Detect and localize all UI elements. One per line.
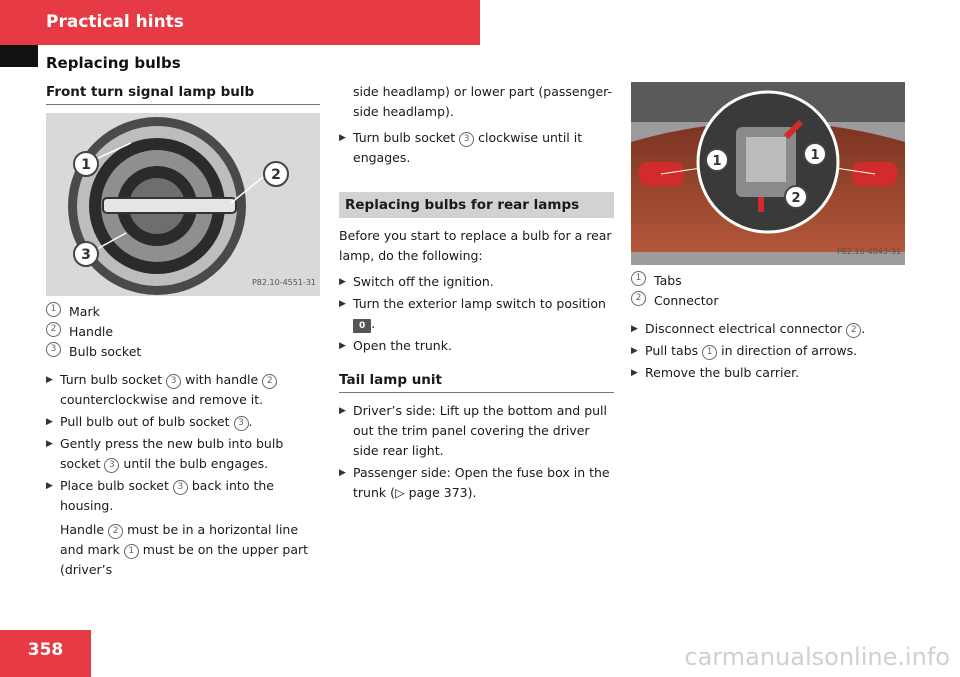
step-disconnect: ▶ Disconnect electrical connector 2 . [631,319,906,339]
callout-2 [264,162,288,186]
svg-text:1: 1 [81,157,91,173]
callout-3 [74,242,98,266]
column-1 [46,82,320,580]
trunk-illustration [631,82,905,265]
legend-item: 1 Mark [46,302,320,322]
step-turn-clockwise: ▶ Turn bulb socket 3 clockwise until it engages. [339,128,614,168]
figure-id: P82.10-4843-31 [836,247,901,256]
tail-lamp-heading: Tail lamp unit [339,370,614,393]
legend-item: 2 Connector [631,291,906,311]
callout-1 [74,152,98,176]
svg-text:1: 1 [712,154,722,169]
switch-position-badge: 0 [353,319,371,333]
step-press-bulb: ▶ Gently press the new bulb into bulb socket 3 until the bulb engages. [46,434,320,474]
callout-2 [785,186,807,208]
step-remove-carrier: ▶ Remove the bulb carrier. [631,363,906,383]
step-driver-side: ▶ Driver’s side: Lift up the bottom and pull out the trim panel covering the driver side rear light. [339,401,614,461]
figure-id: P82.10-4551-31 [251,278,316,287]
legend-item: 2 Handle [46,322,320,342]
svg-text:2: 2 [271,167,281,183]
svg-text:1: 1 [810,148,820,163]
step-place-socket: ▶ Place bulb socket 3 back into the housing. [46,476,320,516]
tail-lamp-figure [631,82,905,265]
legend-item: 3 Bulb socket [46,342,320,362]
step-ignition-off: ▶ Switch off the ignition. [339,272,614,292]
legend-item: 1 Tabs [631,271,906,291]
step-passenger-side: ▶ Passenger side: Open the fuse box in the trunk (▷ page 373). [339,463,614,503]
step-turn-socket: ▶ Turn bulb socket 3 with handle 2 counterclockwise and remove it. [46,370,320,410]
continued-text: side headlamp) or lower part (passenger-side headlamp). [353,84,612,119]
callout-1-right [804,143,826,165]
column-3 [631,82,906,385]
handle-note: Handle 2 must be in a horizontal line and mark 1 must be on the upper part (driver’s [60,522,309,577]
subsection-title: Replacing bulbs [46,54,181,72]
rear-intro: Before you start to replace a bulb for a rear lamp, do the following: [339,228,612,263]
step-lamp-switch: ▶ Turn the exterior lamp switch to position 0 . [339,294,614,334]
section-title: Practical hints [46,12,184,32]
svg-text:3: 3 [81,247,91,263]
front-turn-figure [46,113,320,296]
step-pull-bulb: ▶ Pull bulb out of bulb socket 3 . [46,412,320,432]
rear-lamps-heading: Replacing bulbs for rear lamps [339,192,614,218]
watermark: carmanualsonline.info [684,643,950,671]
page-number: 358 [0,630,91,677]
bulb-socket-illustration [46,113,320,296]
page-ref-arrow-icon: ▷ [394,485,405,500]
header-marker [0,45,38,67]
step-open-trunk: ▶ Open the trunk. [339,336,614,356]
callout-1-left [706,149,728,171]
step-pull-tabs: ▶ Pull tabs 1 in direction of arrows. [631,341,906,361]
column-2 [339,82,614,505]
svg-text:2: 2 [791,191,801,206]
front-turn-heading: Front turn signal lamp bulb [46,82,320,105]
